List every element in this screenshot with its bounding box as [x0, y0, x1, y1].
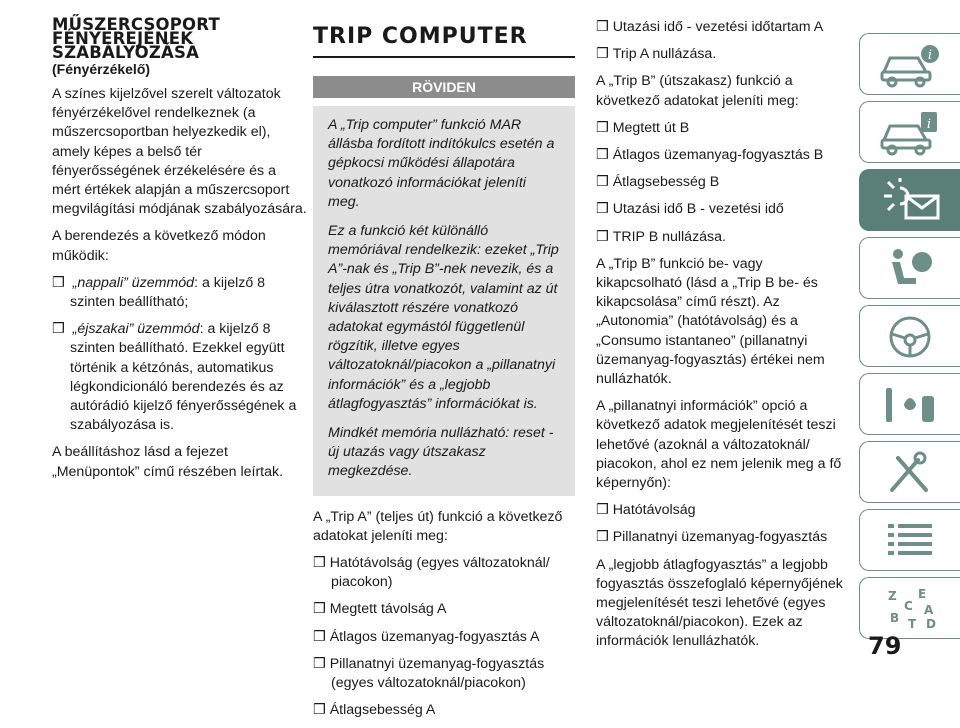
list-item: [596, 45, 848, 64]
title-divider: [313, 56, 575, 58]
heading-line-3: SZABÁLYOZÁSA: [52, 43, 200, 62]
summary-banner: RÖVIDEN: [313, 76, 575, 98]
list-item-day-mode: [52, 274, 308, 312]
trip-computer-title: TRIP COMPUTER: [313, 24, 528, 49]
tools-icon: [878, 450, 942, 496]
paragraph-operation: A berendezés a következő módon működik:: [52, 228, 266, 264]
specs-list-icon: [878, 518, 942, 564]
list-item: [596, 173, 848, 192]
list-item-text: Átlagsebesség A: [329, 702, 436, 719]
list-item-text: Utazási idő B - vezetési idő: [612, 201, 784, 218]
term-night-mode: „éjszakai” üzemmód: [72, 321, 200, 338]
section-subheading: (Fényérzékelő): [52, 61, 151, 77]
summary-paragraph: Mindkét memória nullázható: reset - új utazás vagy útszakasz megkezdése.: [328, 425, 554, 480]
tab-car-info-detail[interactable]: [859, 101, 960, 163]
tab-warning-lights[interactable]: [859, 169, 960, 231]
svg-text:i: i: [927, 48, 933, 63]
list-item-text: TRIP B nullázása.: [612, 228, 726, 245]
checkbox-bullet-icon: ❒: [313, 628, 326, 645]
page-number: 79: [868, 632, 902, 660]
checkbox-bullet-icon: ❒: [596, 529, 609, 546]
svg-text:D: D: [926, 617, 936, 631]
list-item: [313, 655, 575, 693]
svg-text:A: A: [924, 603, 934, 617]
list-item: [313, 554, 575, 592]
list-item-text: Megtett távolság A: [329, 601, 447, 618]
paragraph-settings-ref: A beállításhoz lásd a fejezet „Menüpontok” című részében leírtak.: [52, 444, 284, 480]
svg-text:i: i: [926, 117, 932, 132]
paragraph-best-consumption: A „legjobb átlagfogyasztás” a legjobb fogyasztás összefoglaló képernyőjének megjelenítését teszi lehetővé (egyes változatoknál/piacokon). Ezek az információk lenullázhatók.: [596, 556, 843, 650]
checkbox-bullet-icon: ❒: [596, 201, 609, 218]
heading-line-1: MŰSZERCSOPORT: [52, 15, 220, 34]
checkbox-bullet-icon: ❒: [596, 19, 609, 35]
checkbox-bullet-icon: ❒: [596, 147, 609, 164]
list-item: [596, 119, 848, 138]
tab-tools[interactable]: [859, 441, 960, 503]
checkbox-bullet-icon: ❒: [596, 502, 609, 519]
list-item-text: Hatótávolság (egyes változatoknál/ piacokon): [329, 555, 550, 591]
svg-text:T: T: [908, 617, 917, 631]
checkbox-bullet-icon: ❒: [313, 555, 326, 572]
list-item-night-mode: [52, 320, 308, 435]
list-item-text: Megtett út B: [612, 119, 690, 136]
checkbox-bullet-icon: ❒: [313, 655, 326, 672]
summary-paragraph: Ez a funkció két különálló memóriával rendelkezik: ezeket „Trip A”-nak és „Trip B”-nek nevezik, és a teljes útra vonatkozót, valamint az út kiválasztott részére vonatkozó adatokat egymástól függetlenül rögzítik, illetve egyes változatoknál/piacokon a „pillanatnyi információk” és a „legjobb átlagfogyasztás” információkat is.: [328, 223, 559, 412]
summary-box: [313, 106, 575, 496]
list-item: [596, 146, 848, 165]
checkbox-bullet-icon: ❒: [596, 228, 609, 245]
list-item: [596, 528, 848, 547]
alphabet-index-icon: [878, 586, 942, 632]
car-info-detail-icon: [878, 110, 942, 156]
summary-paragraph: A „Trip computer” funkció MAR állásba fordított indítókulcs esetén a gépkocsi működési állapotára vonatkozó információkat jeleníti meg.: [328, 117, 555, 210]
tab-fluids[interactable]: [859, 373, 960, 435]
steering-wheel-icon: [878, 314, 942, 360]
paragraph-sensor: A színes kijelzővel szerelt változatok fényérzékelővel rendelkeznek (a műszercsoportban helyezkedik el), amely képes a belső tér fényerősségének érzékelésére és a mért értékek alapján a műszercsoport megvilágítási módjának szabályozására.: [52, 86, 307, 218]
column-instrument-brightness: [52, 15, 308, 490]
list-item: [313, 600, 575, 619]
list-item: [596, 228, 848, 247]
list-item-text: Átlagsebesség B: [612, 174, 720, 191]
term-day-mode: „nappali” üzemmód: [72, 274, 195, 291]
desc-day-mode: : a kijelző 8 szinten beállítható;: [70, 274, 266, 311]
list-item-text: Átlagos üzemanyag-fogyasztás B: [612, 147, 824, 164]
paragraph-trip-a-intro: A „Trip A” (teljes út) funkció a következő adatokat jeleníti meg:: [313, 508, 563, 544]
tab-car-info[interactable]: [859, 33, 960, 95]
list-item-text: Hatótávolság: [612, 502, 696, 519]
checkbox-bullet-icon: ❒: [52, 321, 65, 338]
list-item-text: Pillanatnyi üzemanyag-fogyasztás (egyes változatoknál/piacokon): [329, 655, 545, 692]
paragraph-trip-b-intro: A „Trip B” (útszakasz) funkció a következő adatokat jeleníti meg:: [596, 73, 799, 109]
desc-night-mode: : a kijelző 8 szinten beállítható. Ezekkel együtt történik a kétzónás, automatikus légkondicionáló berendezés és az autórádió kijelző fényerősségének a szabályozása is.: [70, 321, 297, 434]
list-item-text: Átlagos üzemanyag-fogyasztás A: [329, 628, 540, 645]
section-heading: [52, 15, 308, 62]
checkbox-bullet-icon: ❒: [596, 119, 609, 136]
airbag-seat-icon: [878, 246, 942, 292]
checkbox-bullet-icon: ❒: [313, 601, 326, 618]
list-item: [313, 701, 575, 720]
svg-text:E: E: [918, 587, 927, 601]
svg-text:C: C: [904, 599, 913, 613]
list-item: [313, 628, 575, 647]
svg-text:B: B: [890, 611, 900, 625]
heading-line-2: FÉNYEREJÉNEK: [52, 29, 194, 48]
checkbox-bullet-icon: ❒: [596, 46, 609, 63]
column-trip-b: [596, 18, 848, 660]
tab-specs-list[interactable]: [859, 509, 960, 571]
paragraph-instant-info: A „pillanatnyi információk” opció a következő adatok megjelenítését teszi lehetővé (azoknál a változatoknál/ piacokon, ahol ez nem jelenik meg a fő képernyőn):: [596, 398, 842, 492]
tab-alphabet-index[interactable]: [859, 577, 960, 639]
list-item-text: Pillanatnyi üzemanyag-fogyasztás: [612, 529, 828, 546]
list-item: [596, 18, 848, 37]
list-item-text: Trip A nullázása.: [612, 46, 717, 63]
tab-steering-wheel[interactable]: [859, 305, 960, 367]
warning-lights-icon: [878, 178, 942, 224]
tab-airbag-seat[interactable]: [859, 237, 960, 299]
paragraph-trip-b-toggle: A „Trip B” funkció be- vagy kikapcsolható (lásd a „Trip B be- és kikapcsolása” című részt). Az „Autonomia” (hatótávolság) és a „Consumo istantaneo” (pillanatnyi üzemanyag-fogyasztás) értékei nem nullázhatók.: [596, 255, 825, 388]
car-info-icon: [878, 42, 942, 88]
checkbox-bullet-icon: ❒: [313, 702, 326, 719]
svg-text:Z: Z: [888, 589, 897, 603]
list-item: [596, 200, 848, 219]
list-item-text: Utazási idő - vezetési időtartam A: [612, 19, 824, 35]
column-trip-computer: [313, 18, 575, 728]
checkbox-bullet-icon: ❒: [596, 174, 609, 191]
list-item: [596, 501, 848, 520]
checkbox-bullet-icon: ❒: [52, 274, 65, 291]
fluids-icon: [878, 382, 942, 428]
